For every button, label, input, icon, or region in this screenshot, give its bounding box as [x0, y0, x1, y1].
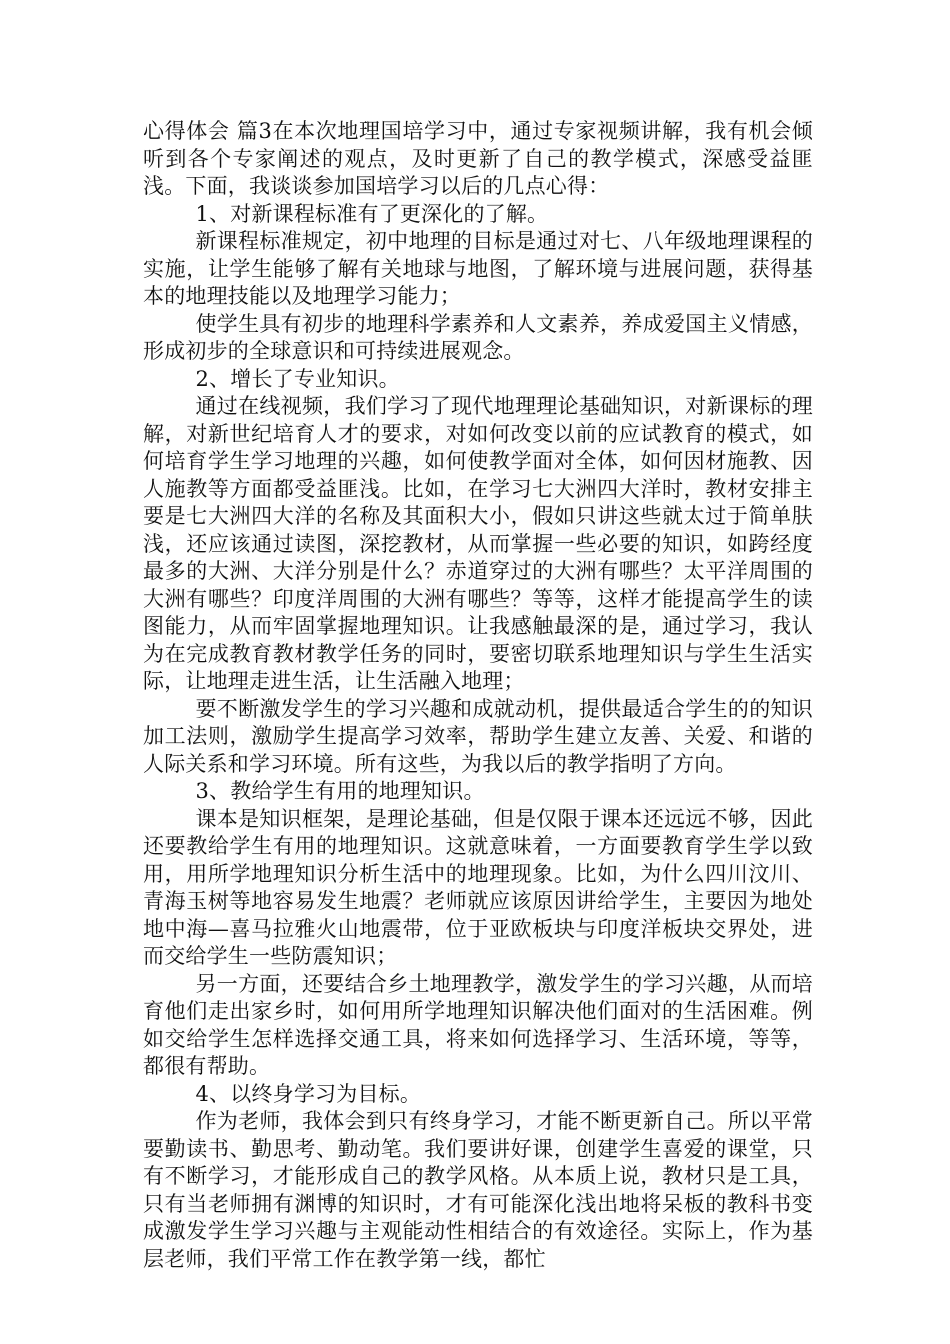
body-paragraph: 另一方面，还要结合乡土地理教学，激发学生的学习兴趣，从而培育他们走出家乡时，如何用所学地理知识解决他们面对的生活困难。例如交给学生怎样选择交通工具，将来如何选择学习、生活环境，等等，都很有帮助。: [143, 971, 813, 1078]
body-paragraph: 作为老师，我体会到只有终身学习，才能不断更新自己。所以平常要勤读书、勤思考、勤动笔。我们要讲好课，创建学生喜爱的课堂，只有不断学习，才能形成自己的教学风格。从本质上说，教材只是工具，只有当老师拥有渊博的知识时，才有可能深化浅出地将呆板的教科书变成激发学生学习兴趣与主观能动性相结合的有效途径。实际上，作为基层老师，我们平常工作在教学第一线，都忙: [143, 1109, 813, 1271]
body-paragraph: 新课程标准规定，初中地理的目标是通过对七、八年级地理课程的实施，让学生能够了解有关地球与地图，了解环境与进展问题，获得基本的地理技能以及地理学习能力；: [143, 229, 813, 308]
section-heading-3: 3、教给学生有用的地理知识。: [195, 779, 485, 803]
body-paragraph: 课本是知识框架，是理论基础，但是仅限于课本还远远不够，因此还要教给学生有用的地理知识。这就意味着，一方面要教育学生学以致用，用所学地理知识分析生活中的地理现象。比如，为什么四川汶川、青海玉树等地容易发生地震？老师就应该原因讲给学生，主要因为地处地中海—喜马拉雅火山地震带，位于亚欧板块与印度洋板块交界处，进而交给学生一些防震知识；: [143, 806, 813, 968]
section-heading-2: 2、增长了专业知识。: [195, 366, 400, 391]
body-paragraph: 要不断激发学生的学习兴趣和成就动机，提供最适合学生的的知识加工法则，激励学生提高学习效率，帮助学生建立友善、关爱、和谐的人际关系和学习环境。所有这些，为我以后的教学指明了方向。: [143, 696, 813, 776]
section-heading-4: 4、以终身学习为目标。: [195, 1081, 422, 1106]
body-paragraph: 通过在线视频，我们学习了现代地理理论基础知识，对新课标的理解，对新世纪培育人才的要求，对如何改变以前的应试教育的模式，如何培育学生学习地理的兴趣，如何使教学面对全体，如何因材施教、因人施教等方面都受益匪浅。比如，在学习七大洲四大洋时，教材安排主要是七大洲四大洋的名称及其面积大小，假如只讲这些就太过于简单肤浅，还应该通过读图，深挖教材，从而掌握一些必要的知识，如跨经度最多的大洲、大洋分别是什么？赤道穿过的大洲有哪些？太平洋周围的大洲有哪些？印度洋周围的大洲有哪些？等等，这样才能提高学生的读图能力，从而牢固掌握地理知识。让我感触最深的是，通过学习，我认为在完成教育教材教学任务的同时，要密切联系地理知识与学生生活实际，让地理走进生活，让生活融入地理；: [143, 394, 813, 693]
document-body: [143, 118, 813, 1273]
body-paragraph: 使学生具有初步的地理科学素养和人文素养，养成爱国主义情感，形成初步的全球意识和可持续进展观念。: [143, 311, 813, 363]
section-heading-1: 1、对新课程标准有了更深化的了解。: [195, 201, 549, 226]
intro-paragraph: 心得体会 篇3在本次地理国培学习中，通过专家视频讲解，我有机会倾听到各个专家阐述的观点，及时更新了自己的教学模式，深感受益匪浅。下面，我谈谈参加国培学习以后的几点心得：: [143, 119, 813, 198]
